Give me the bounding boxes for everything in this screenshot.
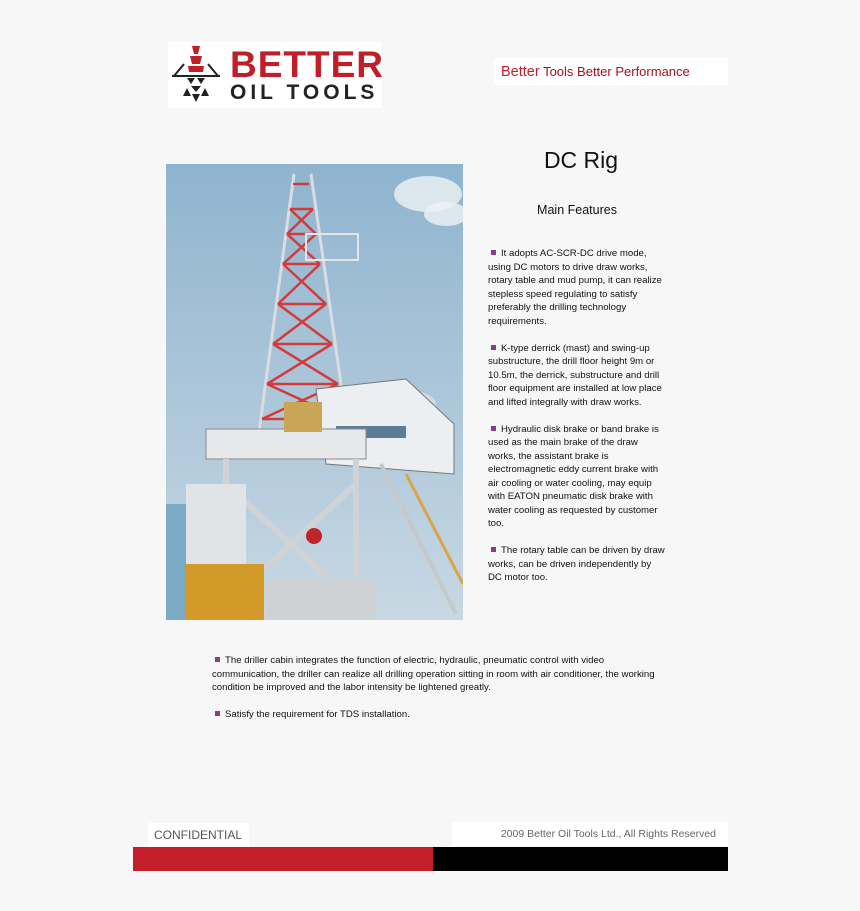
feature-list-column: [488, 247, 666, 598]
logo-text-oil-tools: OIL TOOLS: [230, 81, 379, 104]
logo-text-better: BETTER: [230, 44, 384, 85]
feature-item: [488, 544, 666, 585]
page-title: DC Rig: [543, 147, 619, 173]
bullet-icon: [215, 711, 220, 716]
company-logo: [168, 42, 382, 108]
feature-item: [212, 708, 662, 722]
section-subtitle: Main Features: [537, 203, 617, 217]
footer-bar-red: [133, 847, 433, 871]
feature-text: The rotary table can be driven by draw works, can be driven independently by DC motor too.: [488, 545, 665, 583]
copyright-notice: 2009 Better Oil Tools Ltd., All Rights Reserved: [452, 822, 728, 846]
bullet-icon: [491, 345, 496, 350]
tagline-rest: Tools Better Performance: [543, 64, 690, 79]
bullet-icon: [491, 426, 496, 431]
bullet-icon: [491, 547, 496, 552]
feature-item: [488, 342, 666, 410]
drilling-rig-image: [166, 164, 463, 620]
feature-text: Satisfy the requirement for TDS installation.: [225, 709, 410, 720]
tagline-better: Better: [501, 64, 540, 80]
tagline: [494, 58, 728, 85]
feature-text: It adopts AC-SCR-DC drive mode, using DC motors to drive draw works, rotary table and mud pump, it can realize stepless speed regulating to satisfy preferably the drilling technology requirements.: [488, 248, 662, 327]
feature-list-wide: [212, 654, 662, 735]
feature-text: The driller cabin integrates the function of electric, hydraulic, pneumatic control with video communication, the driller can realize all drilling operation sitting in room with air conditioner, the working condition be improved and the labor intensity be lightened greatly.: [212, 655, 655, 693]
confidential-label: CONFIDENTIAL: [148, 823, 249, 847]
bullet-icon: [491, 250, 496, 255]
feature-item: [488, 423, 666, 531]
derrick-logo-icon: [170, 44, 222, 106]
feature-item: [488, 247, 666, 328]
feature-text: Hydraulic disk brake or band brake is used as the main brake of the draw works, the assistant brake is electromagnetic eddy current brake with air cooling or water cooling, may equip with EATON pneumatic disk brake with water cooling as requested by customer too.: [488, 423, 659, 529]
feature-item: [212, 654, 662, 695]
feature-text: K-type derrick (mast) and swing-up substructure, the drill floor height 9m or 10.5m, the derrick, substructure and drill floor equipment are installed at low place and lifted integrally with draw works.: [488, 342, 662, 408]
footer-bar-black: [433, 847, 728, 871]
drilling-rig-photo: [166, 164, 463, 620]
bullet-icon: [215, 657, 220, 662]
